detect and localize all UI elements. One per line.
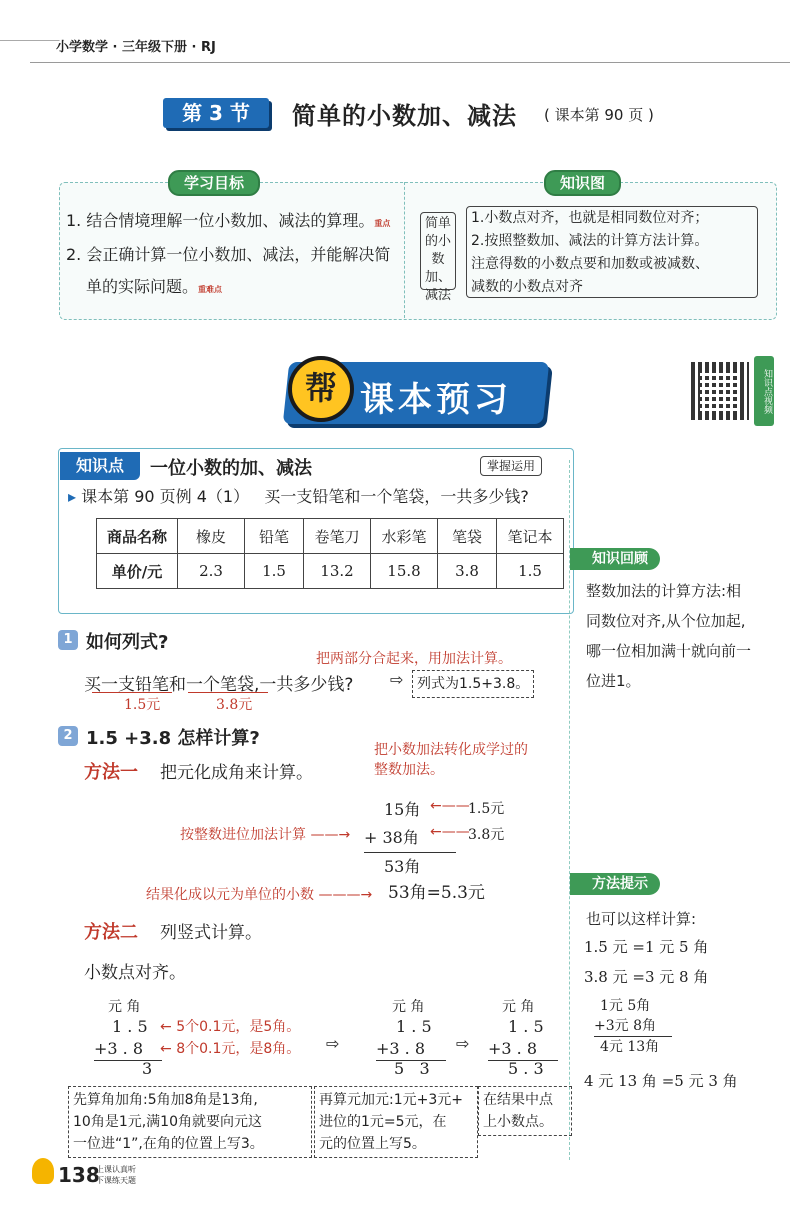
calc-2-row-3: 5 3: [394, 1059, 430, 1078]
pencil-price: 1.5元: [124, 697, 161, 713]
calc-1-row-3: 3: [142, 1059, 153, 1078]
bag-price: 3.8元: [216, 697, 253, 713]
table-cell: 3.8: [438, 554, 497, 589]
header-divider: [30, 62, 790, 63]
table-cell: 1.5: [497, 554, 564, 589]
arrow-left-icon: ←——: [430, 824, 470, 840]
step-1-badge: 1: [58, 630, 78, 650]
tip-tag: 方法提示: [570, 873, 660, 895]
arrow-left-icon: ←——: [430, 798, 470, 814]
goal-item-1: 1. 结合情境理解一位小数加、减法的算理。重点: [66, 211, 391, 230]
calc-2-header: 元 角: [392, 999, 425, 1015]
footer-slogan: 上课认真听 下课练天题: [96, 1165, 136, 1185]
explain-box-1: 先算角加角:5角加8角是13角, 10角是1元,满10角就要向元这 一位进“1”,在角的位置上写3。: [68, 1086, 312, 1158]
tip-line-1: 1.5 元 =1 元 5 角: [584, 938, 709, 956]
review-text: 整数加法的计算方法:相 同数位对齐,从个位加起, 哪一位相加满十就向前一 位进1。: [586, 582, 752, 690]
knowledge-map-label: 简单 的小 数加、 减法: [420, 212, 456, 290]
method-1-text: 把元化成角来计算。: [160, 763, 313, 783]
price-table: [96, 518, 564, 589]
help-circle-icon: 帮: [288, 356, 354, 422]
step-1-sentence: 买一支铅笔和一个笔袋,一共多少钱?: [84, 675, 354, 695]
breadcrumb: 小学数学 · 三年级下册 · RJ: [56, 40, 216, 55]
calc-1-row-1: 1 . 5: [112, 1017, 148, 1036]
explain-box-3: 在结果中点 上小数点。: [478, 1086, 572, 1136]
arrow-right-icon: ⇨: [456, 1034, 470, 1053]
review-tag: 知识回顾: [570, 548, 660, 570]
goal-item-2: 2. 会正确计算一位小数加、减法，并能解决简: [66, 245, 391, 264]
value-3-8: 3.8元: [468, 827, 505, 843]
goals-tag: 学习目标: [168, 170, 260, 196]
table-row: [97, 554, 564, 589]
calc-1-row-2: +3 . 8: [94, 1039, 144, 1058]
section-title: 简单的小数加、减法: [292, 102, 517, 130]
section-badge: 第 3 节: [163, 98, 269, 128]
mastery-badge: 掌握运用: [480, 456, 542, 476]
preview-banner-title: 课本预习: [360, 380, 512, 420]
knowledge-point-tag: 知识点: [60, 452, 140, 480]
knowledge-point-title: 一位小数的加、减法: [150, 458, 312, 479]
tip-vertical-calc: 1元 5角 +3元 8角 4元 13角: [594, 996, 672, 1057]
tip-intro: 也可以这样计算:: [586, 910, 697, 928]
calc-1-note-1: ← 5个0.1元，是5角。: [160, 1019, 301, 1035]
step-1-result: 列式为1.5+3.8。: [412, 670, 534, 698]
table-cell: 2.3: [178, 554, 245, 589]
goal-item-2-cont: 单的实际问题。重难点: [86, 277, 223, 296]
arrow-right-icon: ⇨: [390, 670, 404, 689]
qr-code-pattern: [700, 371, 740, 411]
calc-2-row-1: 1 . 5: [396, 1017, 432, 1036]
goals-divider: [404, 182, 405, 318]
table-cell: 橡皮: [178, 519, 245, 554]
result-note: 结果化成以元为单位的小数 ———→: [146, 887, 373, 903]
arrow-right-icon: ⇨: [326, 1034, 340, 1053]
corner-decoration: [0, 0, 60, 41]
page-number: 138: [58, 1163, 100, 1187]
table-cell: 铅笔: [245, 519, 304, 554]
tip-conclusion: 4 元 13 角 =5 元 3 角: [584, 1072, 738, 1090]
underline-2: [188, 692, 268, 693]
table-cell: 单价/元: [97, 554, 178, 589]
table-cell: 15.8: [371, 554, 438, 589]
tip-line-2: 3.8 元 =3 元 8 角: [584, 968, 709, 986]
table-cell: 水彩笔: [371, 519, 438, 554]
carry-note: 按整数进位加法计算 ——→: [180, 827, 351, 843]
step-2-note: 把小数加法转化成学过的 整数加法。: [374, 742, 528, 778]
underline-1: [92, 692, 172, 693]
method-1-label: 方法一: [84, 762, 138, 783]
table-row: [97, 519, 564, 554]
calc-1-note-2: ← 8个0.1元，是8角。: [160, 1041, 301, 1057]
table-cell: 笔袋: [438, 519, 497, 554]
video-tab[interactable]: 知识点视频: [754, 356, 774, 426]
value-1-5: 1.5元: [468, 801, 505, 817]
method-2-text: 列竖式计算。: [160, 923, 262, 943]
method-2-label: 方法二: [84, 922, 138, 943]
step-2-badge: 2: [58, 726, 78, 746]
calc-3-row-2: +3 . 8: [488, 1039, 538, 1058]
step-2-title: 1.5 +3.8 怎样计算?: [86, 728, 260, 749]
table-cell: 商品名称: [97, 519, 178, 554]
step-1-note: 把两部分合起来，用加法计算。: [316, 651, 512, 667]
explain-box-2: 再算元加元:1元+3元+ 进位的1元=5元，在 元的位置上写5。: [314, 1086, 478, 1158]
table-cell: 13.2: [304, 554, 371, 589]
triangle-icon: ▸: [68, 487, 77, 506]
calc-1-header: 元 角: [108, 999, 141, 1015]
align-text: 小数点对齐。: [84, 963, 186, 983]
table-cell: 1.5: [245, 554, 304, 589]
result-equation: 53角=5.3元: [388, 883, 485, 903]
step-1-title: 如何列式?: [86, 632, 169, 653]
knowledge-map-tag: 知识图: [544, 170, 621, 196]
calc-3-row-1: 1 . 5: [508, 1017, 544, 1036]
section-reference: ( 课本第 90 页 ): [544, 106, 654, 124]
calc-3-header: 元 角: [502, 999, 535, 1015]
knowledge-map-content: 1.小数点对齐，也就是相同数位对齐； 2.按照整数加、减法的计算方法计算。 注意得数的小数点要和加数或被减数、 减数的小数点对齐: [466, 206, 758, 298]
table-cell: 卷笔刀: [304, 519, 371, 554]
calc-3-row-3: 5 . 3: [508, 1059, 544, 1078]
mascot-icon: [32, 1158, 54, 1184]
table-cell: 笔记本: [497, 519, 564, 554]
calc-2-row-2: +3 . 8: [376, 1039, 426, 1058]
method-1-vertical: 15角 + 38角 53角: [364, 796, 456, 881]
example-line: ▸ 课本第 90 页例 4（1） 买一支铅笔和一个笔袋，一共多少钱?: [68, 487, 529, 506]
